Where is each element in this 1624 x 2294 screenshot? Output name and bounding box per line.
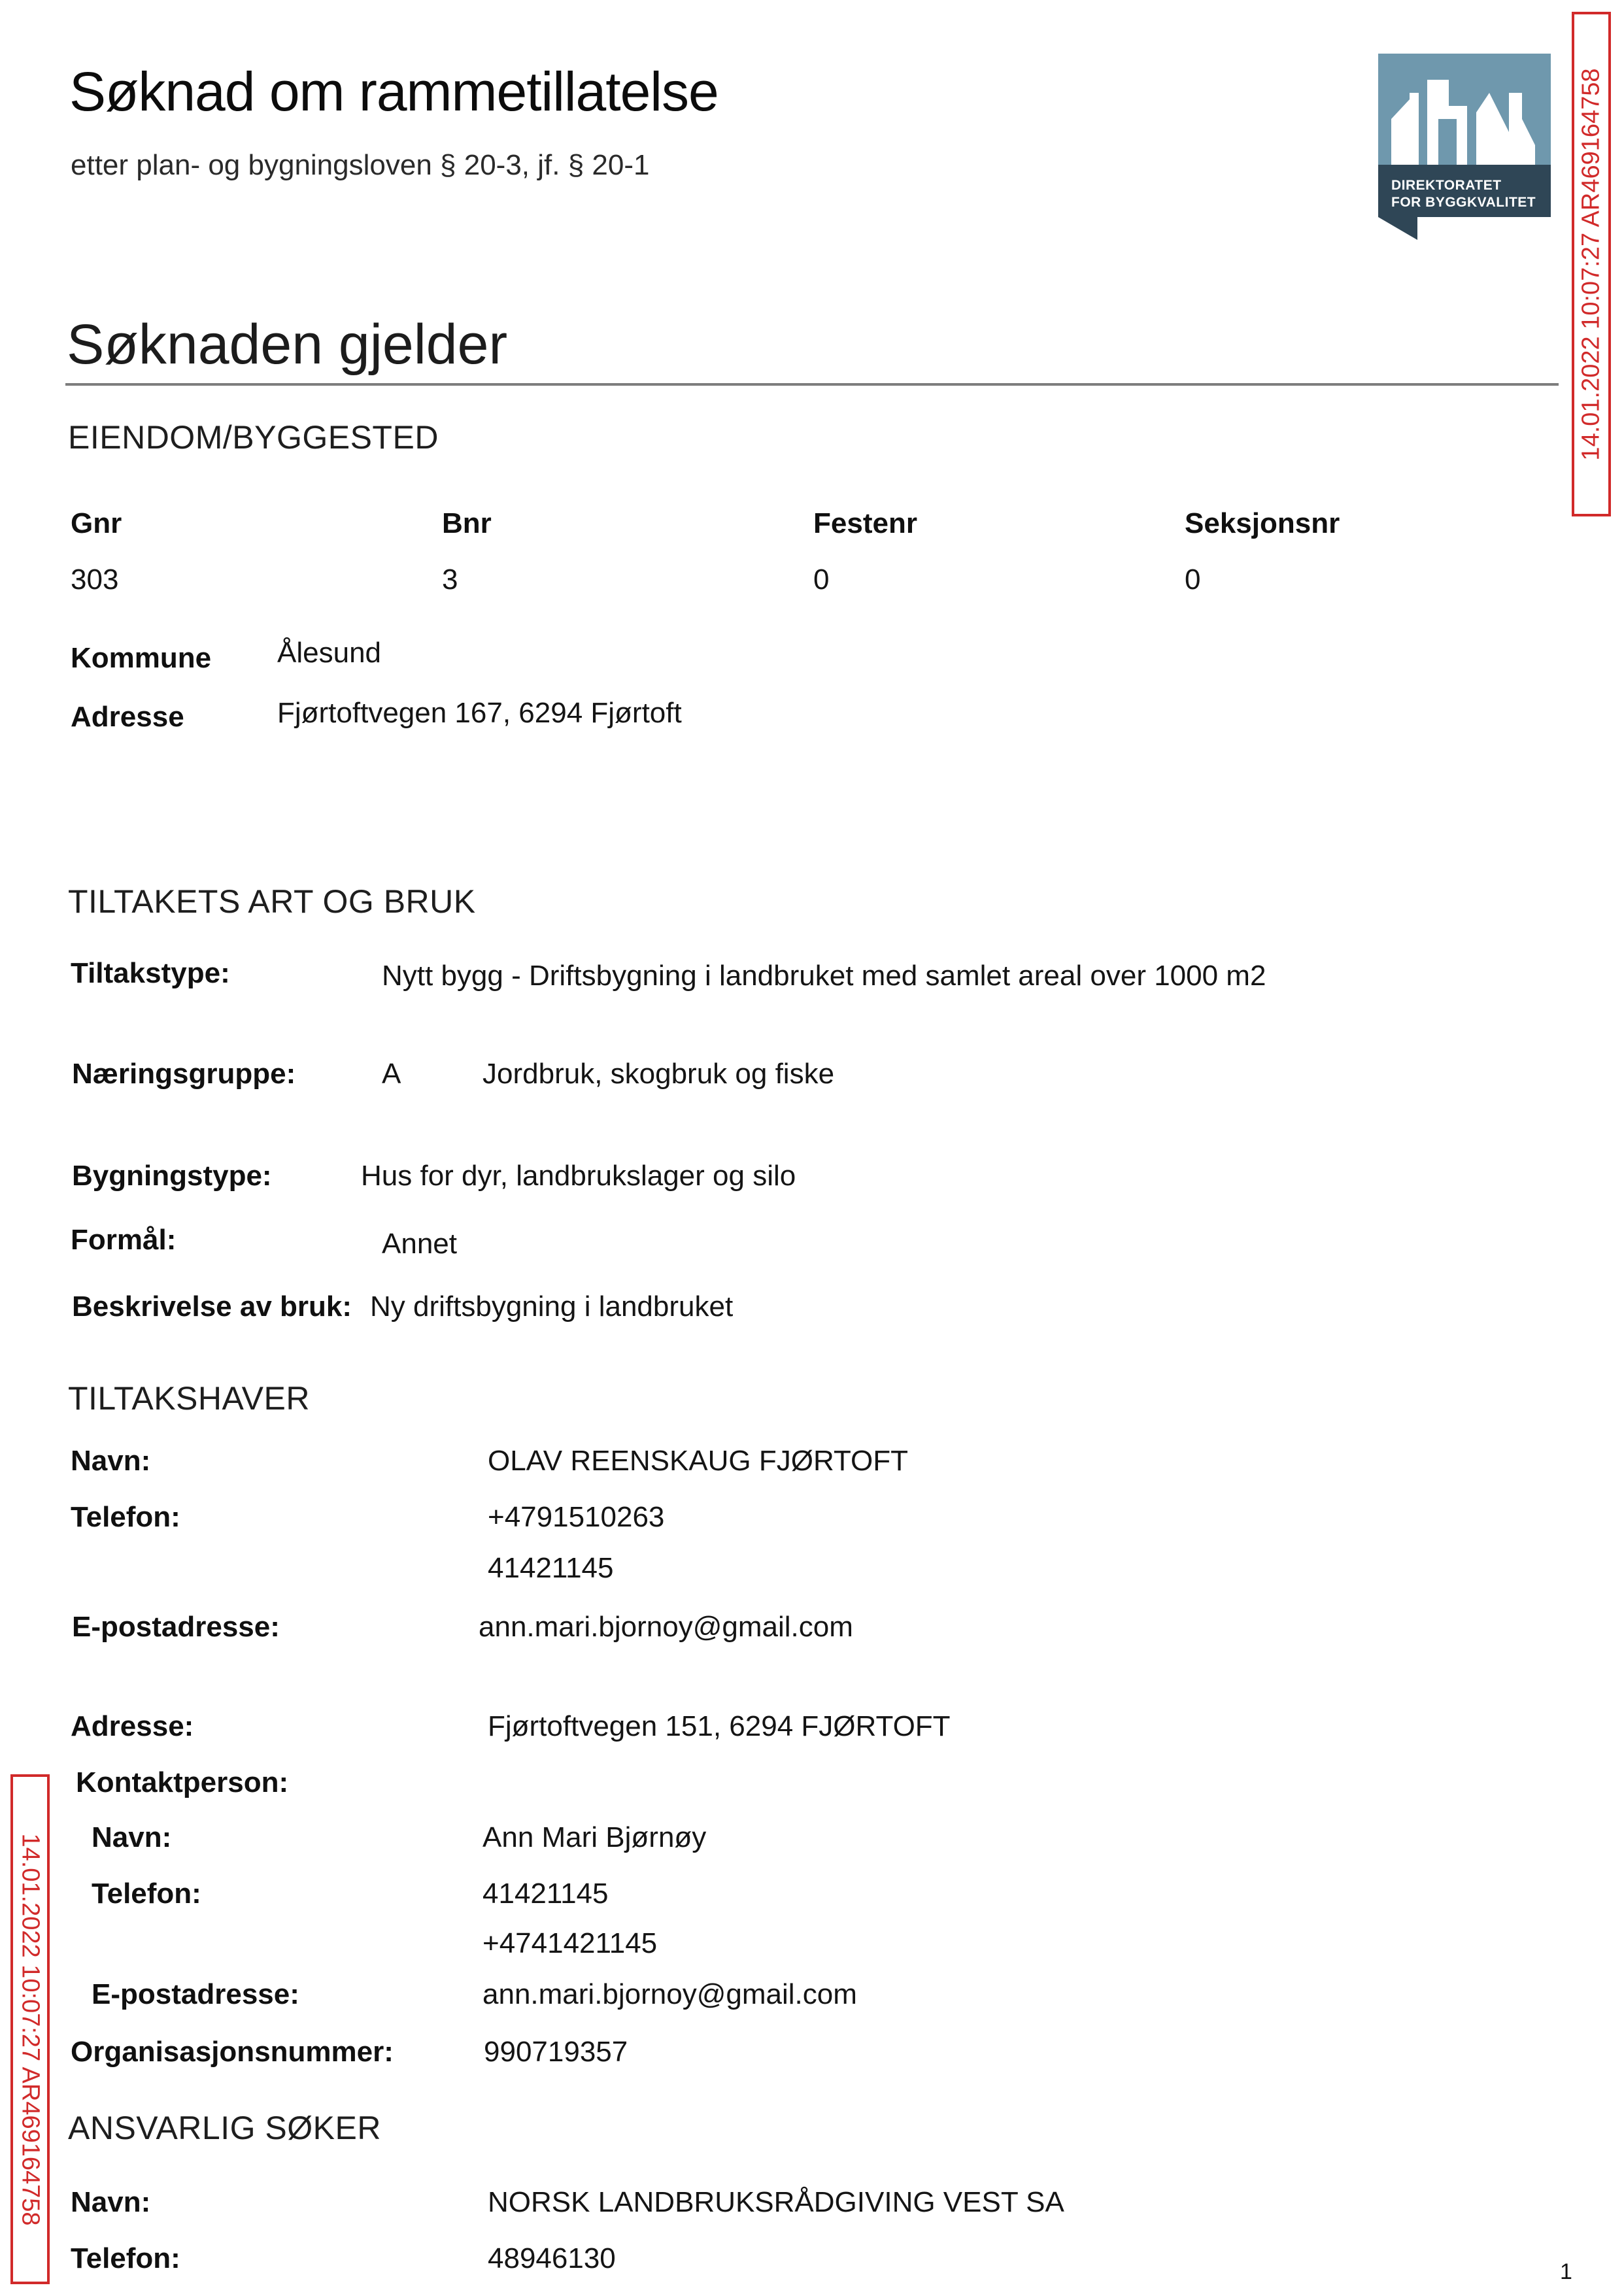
logo-text-line2: FOR BYGGKVALITET [1391, 195, 1536, 210]
kontaktperson-epost-label: E-postadresse: [92, 1978, 299, 2010]
kontaktperson-label: Kontaktperson: [76, 1766, 289, 1798]
tiltakshaver-epost-label: E-postadresse: [72, 1611, 280, 1643]
tiltakshaver-adresse-value: Fjørtoftvegen 151, 6294 FJØRTOFT [488, 1710, 951, 1742]
receipt-stamp-text: 14.01.2022 10:07:27 AR469164758 [16, 1832, 44, 2226]
formal-value: Annet [382, 1228, 457, 1260]
heading-divider [65, 383, 1559, 386]
tiltakshaver-adresse-label: Adresse: [71, 1710, 194, 1742]
ansvarlig-soker-telefon-value: 48946130 [488, 2242, 616, 2274]
beskrivelse-value: Ny driftsbygning i landbruket [370, 1290, 734, 1323]
naeringsgruppe-label: Næringsgruppe: [72, 1058, 296, 1090]
kontaktperson-telefon-1: 41421145 [482, 1878, 609, 1910]
tiltakshaver-telefon-2: 41421145 [488, 1552, 614, 1584]
bygningstype-value: Hus for dyr, landbrukslager og silo [361, 1160, 796, 1192]
kontaktperson-telefon-label: Telefon: [92, 1878, 201, 1910]
organisasjonsnummer-label: Organisasjonsnummer: [71, 2036, 394, 2068]
naeringsgruppe-code: A [382, 1058, 401, 1090]
ansvarlig-soker-telefon-label: Telefon: [71, 2242, 180, 2274]
page-number: 1 [1560, 2259, 1572, 2284]
festenr-value: 0 [813, 564, 830, 596]
tiltakstype-value: Nytt bygg - Driftsbygning i landbruket med samlet areal over 1000 m2 [382, 960, 1266, 992]
bnr-label: Bnr [442, 507, 492, 539]
tiltakshaver-epost-value: ann.mari.bjornoy@gmail.com [479, 1611, 853, 1643]
tiltakshaver-telefon-1: +4791510263 [488, 1501, 665, 1533]
kontaktperson-telefon-2: +4741421145 [482, 1927, 658, 1959]
section-ansvarlig-soker-title: ANSVARLIG SØKER [68, 2110, 381, 2146]
seksjonsnr-label: Seksjonsnr [1185, 507, 1340, 539]
ansvarlig-soker-navn-label: Navn: [71, 2186, 151, 2218]
gnr-label: Gnr [71, 507, 122, 539]
kontaktperson-navn-value: Ann Mari Bjørnøy [482, 1821, 707, 1853]
kommune-label: Kommune [71, 642, 212, 674]
kommune-value: Ålesund [277, 637, 382, 669]
tiltakshaver-navn-value: OLAV REENSKAUG FJØRTOFT [488, 1445, 909, 1477]
tiltakshaver-telefon-label: Telefon: [71, 1501, 180, 1533]
dibk-logo [1378, 54, 1551, 240]
section-eiendom-title: EIENDOM/BYGGESTED [68, 419, 439, 456]
kontaktperson-navn-label: Navn: [92, 1821, 172, 1853]
tiltakshaver-navn-label: Navn: [71, 1445, 151, 1477]
ansvarlig-soker-navn-value: NORSK LANDBRUKSRÅDGIVING VEST SA [488, 2186, 1064, 2218]
section-tiltakshaver-title: TILTAKSHAVER [68, 1380, 310, 1417]
document-subtitle: etter plan- og bygningsloven § 20-3, jf. § 20-1 [71, 149, 650, 181]
logo-graphic-icon [1378, 54, 1551, 240]
tiltakstype-label: Tiltakstype: [71, 957, 230, 989]
document-title: Søknad om rammetillatelse [69, 61, 719, 122]
receipt-stamp-text: 14.01.2022 10:07:27 AR469164758 [1577, 67, 1605, 461]
adresse-label: Adresse [71, 701, 184, 733]
section-tiltak-title: TILTAKETS ART OG BRUK [68, 883, 476, 920]
bygningstype-label: Bygningstype: [72, 1160, 272, 1192]
beskrivelse-label: Beskrivelse av bruk: [72, 1290, 352, 1323]
formal-label: Formål: [71, 1224, 177, 1256]
main-heading: Søknaden gjelder [67, 313, 508, 376]
receipt-stamp-left [10, 1774, 50, 2284]
kontaktperson-epost-value: ann.mari.bjornoy@gmail.com [482, 1978, 857, 2010]
organisasjonsnummer-value: 990719357 [484, 2036, 628, 2068]
naeringsgruppe-value: Jordbruk, skogbruk og fiske [482, 1058, 835, 1090]
festenr-label: Festenr [813, 507, 917, 539]
logo-text-line1: DIREKTORATET [1391, 178, 1502, 193]
gnr-value: 303 [71, 564, 119, 596]
adresse-value: Fjørtoftvegen 167, 6294 Fjørtoft [277, 697, 682, 729]
bnr-value: 3 [442, 564, 458, 596]
seksjonsnr-value: 0 [1185, 564, 1201, 596]
receipt-stamp-right [1572, 12, 1611, 516]
